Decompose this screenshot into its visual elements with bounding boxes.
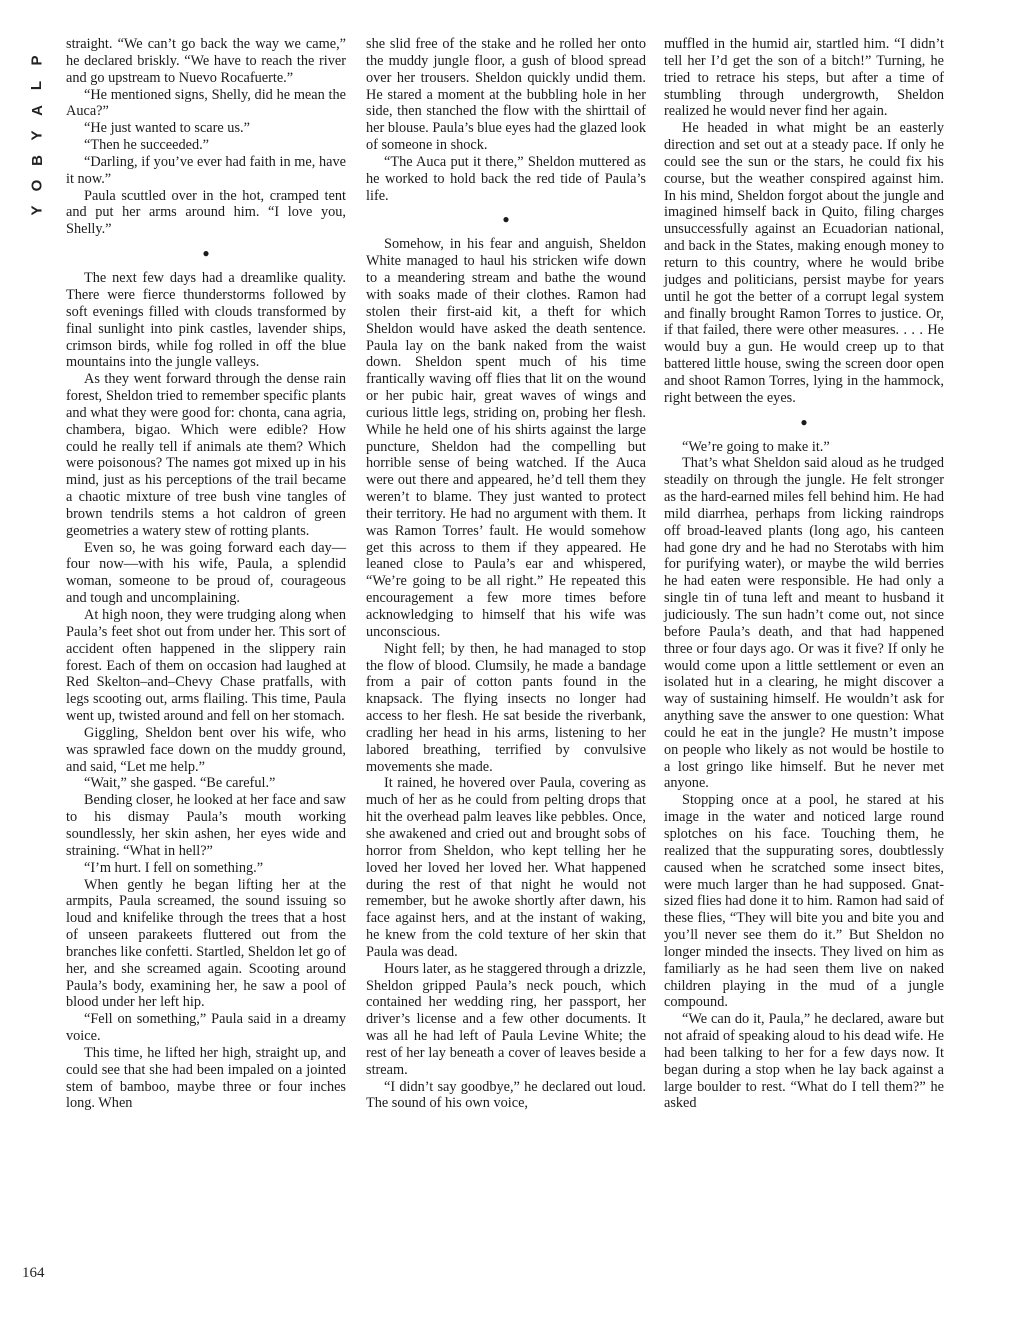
running-head-letter: Y xyxy=(28,205,46,216)
body-paragraph: Giggling, Sheldon bent over his wife, who was sprawled face down on the muddy ground, and said, “Let me help.” xyxy=(66,724,346,775)
body-paragraph: Paula scuttled over in the hot, cramped tent and put her arms around him. “I love you, Shelly.” xyxy=(66,187,346,238)
text-column-1 xyxy=(66,36,346,1112)
body-paragraph: Night fell; by then, he had managed to stop the flow of blood. Clumsily, he made a bandage from a pair of cotton pants found in the knapsack. The flying insects no longer had access to her flesh. He sat beside the riverbank, cradling her head in his arms, listening to her labored breathing, terrified by convulsive movements she made. xyxy=(366,640,646,775)
body-paragraph: “I’m hurt. I fell on something.” xyxy=(84,859,264,876)
body-paragraph: “Then he succeeded.” xyxy=(84,137,210,154)
body-paragraph: “We’re going to make it.” xyxy=(682,438,830,455)
body-paragraph: “Fell on something,” Paula said in a dreamy voice. xyxy=(66,1011,346,1045)
body-paragraph: “We can do it, Paula,” he declared, aware but not afraid of speaking aloud to his dead wife. He had been talking to her for a few days now. It began during a stop when he lay back against a large boulder to rest. “What do I tell them?” he asked xyxy=(664,1011,944,1112)
running-head-letter: L xyxy=(28,80,46,91)
body-paragraph: Stopping once at a pool, he stared at his image in the water and noticed large round splotches on his face. Touching them, he realized that the suppurating sores, doubtlessly caused when he scratched some insect bites, were much larger than he had supposed. Gnat-sized flies had done it to him. Ramon had said of these flies, “They will bite you and bite you and you’ll never see them do it.” But Sheldon no longer minded the insects. They lived on him as familiarly as he had seen them live on naked children playing in the mud of a jungle compound. xyxy=(664,792,944,1011)
running-head-letter: A xyxy=(28,105,46,116)
section-break-bullet xyxy=(664,411,944,433)
body-paragraph: muffled in the humid air, startled him. “I didn’t tell her I’d get the son of a bitch!” Turning, he tried to retrace his steps, but after a time of stumbling through undergrowth, Sheldon realized he would never find her again. xyxy=(664,36,944,120)
running-head-letter: Y xyxy=(28,130,46,141)
body-paragraph: Bending closer, he looked at her face and saw to his dismay Paula’s mouth working soundlessly, her skin ashen, her eyes wide and straining. “What in hell?” xyxy=(66,792,346,859)
body-paragraph: As they went forward through the dense rain forest, Sheldon tried to remember specific plants and what they were good for: chonta, cana agria, chambera, bigao. Which were edible? How could he really tell if animals ate them? Which were poisonous? The names got mixed up in his mind, just as his perceptions of the trail became a chaotic mixture of tree bush vine tangles of brown tendrils stems a hot caldron of green geometries a watery stew of rotting plants. xyxy=(66,371,346,539)
body-paragraph: Hours later, as he staggered through a drizzle, Sheldon gripped Paula’s neck pouch, which contained her wedding ring, her passport, her driver’s license and a few other documents. It was all he had left of Paula Levine White; the rest of her lay beneath a cover of leaves beside a stream. xyxy=(366,960,646,1078)
body-paragraph: “He mentioned signs, Shelly, did he mean the Auca?” xyxy=(66,86,346,120)
body-paragraph: When gently he began lifting her at the armpits, Paula screamed, the sound issuing so loud and knifelike through the trees that a host of unseen parakeets fluttered out from the branches like confetti. Startled, Sheldon let go of her, and she screamed again. Scooting around Paula’s body, examining her, he saw a pool of blood under her left hip. xyxy=(66,876,346,1011)
running-head-letter: P xyxy=(28,55,46,66)
body-paragraph: “The Auca put it there,” Sheldon muttered as he worked to hold back the red tide of Paula’s life. xyxy=(366,153,646,204)
text-column-2 xyxy=(366,36,646,1112)
body-paragraph: “I didn’t say goodbye,” he declared out loud. The sound of his own voice, xyxy=(366,1078,646,1112)
body-paragraph: Somehow, in his fear and anguish, Sheldon White managed to haul his stricken wife down to a meandering stream and bathe the wound with soaks made of their clothes. Ramon had stolen their first-aid kit, a theft for which Sheldon would have asked the death sentence. Paula lay on the bank naked from the waist down. Sheldon spent much of his time frantically waving off flies that lit on the wound or her pubic hair, great waves of wings and curious little legs, striding on, probing her flesh. While he held one of his shirts against the large puncture, Sheldon had the compelling but horrible sense of being watched. If the Auca were out there and appeared, he’d tell them they weren’t to blame. They just wanted to protect their territory. He had no argument with them. It was Ramon Torres’ fault. He would somehow get this across to them if they appeared. He leaned close to Paula’s ear and whispered, “We’re going to be all right.” He repeated this encouragement a few more times before acknowledging to himself that his wife was unconscious. xyxy=(366,236,646,640)
running-head-letter: O xyxy=(28,179,46,192)
body-paragraph: “He just wanted to scare us.” xyxy=(84,120,250,137)
body-paragraph: That’s what Sheldon said aloud as he trudged steadily on through the jungle. He felt stronger as the hard-earned miles fell behind him. He had mild diarrhea, perhaps from licking raindrops off broad-leaved plants (long ago, his canteen had gone dry and he had no Sterotabs with him for purifying water), or maybe the wild berries he had eaten were responsible. He had only a single tin of tuna left and meant to husband it judiciously. The sun hadn’t come out, not since before Paula’s death, and that had happened three or four days ago. Or was it five? If only he would come upon a little settlement or even an isolated hut in a clearing, he might discover a way of sustaining himself. He wouldn’t ask for anything save the answer to one question: What could he eat in the jungle? He mustn’t impose on people who likely as not would be hostile to a lost gringo like himself. But he never met anyone. xyxy=(664,455,944,792)
running-head xyxy=(26,48,48,223)
body-paragraph: Even so, he was going forward each day—four now—with his wife, Paula, a splendid woman, someone to be proud of, courageous and tough and uncomplaining. xyxy=(66,539,346,607)
text-column-3 xyxy=(664,36,944,1112)
body-paragraph: At high noon, they were trudging along when Paula’s feet shot out from under her. This sort of accident often happened in the slippery rain forest. Each of them on occasion had laughed at Red Skelton–and–Chevy Chase pratfalls, with legs scooting out, arms flailing. This time, Paula went up, twisted around and fell on her stomach. xyxy=(66,607,346,725)
body-paragraph: This time, he lifted her high, straight up, and could see that she had been impaled on a jointed stem of bamboo, maybe three or four inches long. When xyxy=(66,1044,346,1112)
section-break-bullet xyxy=(66,242,346,264)
body-paragraph: she slid free of the stake and he rolled her onto the muddy jungle floor, a gush of blood spread over her trousers. Sheldon quickly undid them. He stared a moment at the bubbling hole in her side, then stanched the flow with the shirttail of her blouse. Paula’s blue eyes had the glazed look of someone in shock. xyxy=(366,36,646,154)
page-number: 164 xyxy=(22,1265,45,1281)
body-paragraph: straight. “We can’t go back the way we came,” he declared briskly. “We have to reach the river and go upstream to Nuevo Rocafuerte.” xyxy=(66,36,346,86)
body-paragraph: He headed in what might be an easterly direction and set out at a steady pace. If only he could see the sun or the stars, he could fix his course, but the weather conspired against him. In his mind, Sheldon forgot about the jungle and imagined himself back in Quito, filing charges unsuccessfully against an Ecuadorian national, and back in the States, making enough money to return to this country, where he would bribe judges and politicians, persist maybe for years until he got the better of a corrupt legal system and finally brought Ramon Torres to justice. Or, if that failed, there were other measures. . . . He would buy a gun. He would creep up to that battered little house, swing the screen door open and shoot Ramon Torres, lying in the hammock, right between the eyes. xyxy=(664,120,944,406)
body-paragraph: “Wait,” she gasped. “Be careful.” xyxy=(84,775,276,792)
body-paragraph: The next few days had a dreamlike quality. There were fierce thunderstorms followed by soft evenings filled with clouds transformed by final sunlight into pink castles, lavender ships, crimson birds, while fog rolled in off the blue mountains into the jungle valleys. xyxy=(66,270,346,371)
body-paragraph: It rained, he hovered over Paula, covering as much of her as he could from pelting drops that hit the overhead palm leaves like pebbles. Once, she awakened and cried out and brought sobs of horror from Sheldon, who kept telling her he loved her loved her loved her. What happened during the rest of that night he would not remember, but he awoke shortly after dawn, his face against hers, and at the instant of waking, he knew from the cold texture of her skin that Paula was dead. xyxy=(366,775,646,960)
body-paragraph: “Darling, if you’ve ever had faith in me, have it now.” xyxy=(66,153,346,187)
section-break-bullet xyxy=(366,208,646,230)
running-head-letter: B xyxy=(28,155,46,166)
